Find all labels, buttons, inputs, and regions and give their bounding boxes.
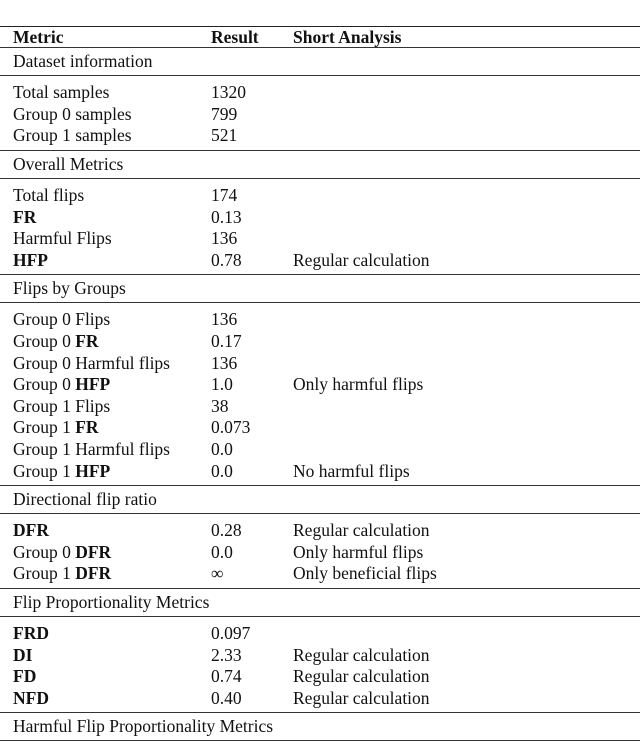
metric-cell — [13, 563, 111, 584]
analysis-cell: Regular calculation — [293, 644, 430, 665]
metric-cell — [13, 645, 32, 666]
metric-label: Group 0 — [13, 541, 76, 562]
section-title: Harmful Flip Proportionality Metrics — [13, 716, 274, 737]
result-cell: 1320 — [211, 82, 246, 103]
metric-abbrev: DI — [13, 644, 33, 665]
metric-cell — [13, 125, 132, 146]
metric-abbrev: FR — [75, 331, 99, 352]
analysis-cell: Regular calculation — [293, 249, 430, 270]
section-header — [0, 486, 640, 514]
section-rows — [0, 617, 640, 713]
analysis-cell: No harmful flips — [293, 460, 410, 481]
metric-cell — [13, 461, 110, 482]
result-cell: 0.097 — [211, 622, 251, 643]
metric-label: Group 1 — [13, 563, 76, 584]
table-row — [0, 687, 640, 709]
result-cell: 2.33 — [211, 644, 242, 665]
metric-cell — [13, 439, 170, 460]
metric-cell — [13, 331, 99, 352]
section-header — [0, 275, 640, 303]
metric-abbrev: HFP — [75, 460, 111, 481]
metric-cell — [13, 417, 99, 438]
metric-abbrev: FRD — [13, 622, 49, 643]
metric-label: Group 0 samples — [13, 103, 132, 124]
section-title: Overall Metrics — [13, 153, 124, 174]
metric-cell — [13, 396, 110, 417]
result-cell: 0.28 — [211, 520, 242, 541]
metric-label: Group 1 Flips — [13, 395, 111, 416]
metric-cell — [13, 250, 48, 271]
section-header — [0, 48, 640, 76]
table-row — [0, 82, 640, 104]
metric-label: Group 1 — [13, 417, 76, 438]
table-header — [0, 27, 640, 48]
result-cell: 38 — [211, 395, 229, 416]
section-header — [0, 713, 640, 741]
metric-label: Group 1 — [13, 460, 76, 481]
header-result: Result — [211, 26, 259, 47]
metric-cell — [13, 104, 132, 125]
result-cell: 0.17 — [211, 331, 242, 352]
result-cell: 174 — [211, 185, 238, 206]
header-metric: Metric — [13, 26, 64, 47]
table-body — [0, 48, 640, 741]
analysis-cell: Regular calculation — [293, 666, 430, 687]
result-cell: 0.74 — [211, 666, 242, 687]
metric-cell — [13, 542, 111, 563]
metric-cell — [13, 82, 109, 103]
metric-cell — [13, 666, 36, 687]
metric-cell — [13, 207, 36, 228]
result-cell: 0.40 — [211, 687, 242, 708]
table-row — [0, 352, 640, 374]
metric-label: Total flips — [13, 185, 85, 206]
metric-abbrev: DFR — [13, 520, 49, 541]
table-row — [0, 460, 640, 482]
result-cell: 0.0 — [211, 439, 233, 460]
section-title: Directional flip ratio — [13, 488, 157, 509]
metric-cell — [13, 374, 110, 395]
table-row — [0, 104, 640, 126]
metric-abbrev: HFP — [75, 374, 111, 395]
metric-cell — [13, 228, 112, 249]
table-row — [0, 666, 640, 688]
metric-label: Group 0 — [13, 331, 76, 352]
analysis-cell: Regular calculation — [293, 520, 430, 541]
metric-abbrev: NFD — [13, 687, 49, 708]
section-header — [0, 589, 640, 617]
metric-abbrev: DFR — [75, 563, 112, 584]
table-row — [0, 439, 640, 461]
metric-cell — [13, 185, 84, 206]
table-row — [0, 228, 640, 250]
metric-abbrev: FR — [75, 417, 99, 438]
table-row — [0, 542, 640, 564]
metric-cell — [13, 623, 49, 644]
table-row — [0, 250, 640, 272]
analysis-cell: Only beneficial flips — [293, 563, 437, 584]
table-row — [0, 623, 640, 645]
analysis-cell: Only harmful flips — [293, 541, 424, 562]
metric-label: Group 0 — [13, 374, 76, 395]
result-cell: 799 — [211, 103, 238, 124]
metric-cell — [13, 353, 170, 374]
section-title: Dataset information — [13, 51, 153, 71]
analysis-cell: Only harmful flips — [293, 374, 424, 395]
metric-cell — [13, 309, 110, 330]
metric-abbrev: FD — [13, 666, 37, 687]
metric-abbrev: HFP — [13, 249, 48, 270]
table-row — [0, 309, 640, 331]
table-row — [0, 374, 640, 396]
result-cell: ∞ — [211, 563, 224, 584]
result-cell: 136 — [211, 352, 238, 373]
metric-label: Harmful Flips — [13, 228, 112, 249]
table-row — [0, 644, 640, 666]
result-cell: 0.073 — [211, 417, 251, 438]
table-row — [0, 331, 640, 353]
table-row — [0, 185, 640, 207]
result-cell: 0.13 — [211, 206, 242, 227]
metric-label: Group 1 samples — [13, 125, 132, 146]
metric-label: Group 1 Harmful flips — [13, 439, 170, 460]
metric-cell — [13, 520, 49, 541]
table-row — [0, 563, 640, 585]
metric-abbrev: DFR — [75, 541, 112, 562]
result-cell: 521 — [211, 125, 238, 146]
table-row — [0, 520, 640, 542]
analysis-cell: Regular calculation — [293, 687, 430, 708]
table-row — [0, 125, 640, 147]
metric-label: Total samples — [13, 82, 110, 103]
result-cell: 0.0 — [211, 541, 233, 562]
table-row — [0, 417, 640, 439]
section-rows — [0, 303, 640, 486]
metric-cell — [13, 688, 49, 709]
section-rows — [0, 514, 640, 589]
section-rows — [0, 76, 640, 151]
result-cell: 136 — [211, 309, 238, 330]
metric-label: Group 0 Harmful flips — [13, 352, 170, 373]
header-analysis: Short Analysis — [293, 26, 402, 47]
result-cell: 0.0 — [211, 460, 233, 481]
result-cell: 0.78 — [211, 249, 242, 270]
section-header — [0, 151, 640, 179]
table-row — [0, 396, 640, 418]
metric-abbrev: FR — [13, 206, 37, 227]
result-cell: 1.0 — [211, 374, 233, 395]
table-row — [0, 206, 640, 228]
section-rows — [0, 179, 640, 275]
metric-label: Group 0 Flips — [13, 309, 111, 330]
section-title: Flip Proportionality Metrics — [13, 591, 210, 612]
metrics-table — [0, 26, 640, 741]
section-title: Flips by Groups — [13, 278, 126, 299]
result-cell: 136 — [211, 228, 238, 249]
